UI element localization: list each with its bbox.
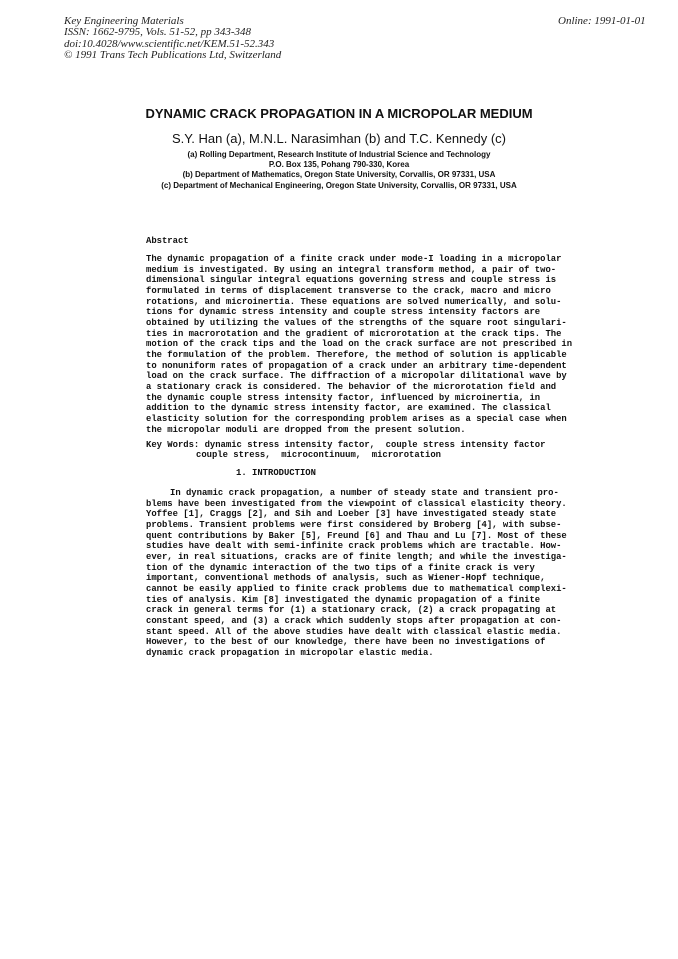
text-line: medium is investigated. By using an integral transform method, a pair of two- — [146, 264, 557, 275]
copyright-line: © 1991 Trans Tech Publications Ltd, Switzerland — [64, 48, 282, 61]
issn-line: ISSN: 1662-9795, Vols. 51-52, pp 343-348 — [64, 26, 251, 39]
affiliation: (c) Department of Mechanical Engineering, Oregon State University, Corvallis, OR 97331, USA — [161, 180, 517, 190]
text-line: obtained by utilizing the values of the strengths of the square root singulari- — [146, 317, 567, 328]
text-line: the formulation of the problem. Therefore, the method of solution is applicable — [146, 349, 567, 360]
text-line: crack in general terms for (1) a stationary crack, (2) a crack propagating at — [146, 605, 557, 616]
text-line: rotations, and microinertia. These equations are solved numerically, and solu- — [146, 296, 562, 307]
text-line: ties in macrorotation and the gradient of microrotation at the crack tips. The — [146, 328, 562, 339]
text-line: blems have been investigated from the viewpoint of classical elasticity theory. — [146, 498, 567, 509]
abstract-heading: Abstract — [146, 236, 189, 246]
introduction-body — [146, 488, 567, 659]
paper-title: DYNAMIC CRACK PROPAGATION IN A MICROPOLAR MEDIUM — [145, 106, 533, 121]
text-line: the micropolar moduli are dropped from the present solution. — [146, 424, 466, 435]
affiliation: (b) Department of Mathematics, Oregon State University, Corvallis, OR 97331, USA — [182, 170, 496, 180]
keywords — [146, 440, 545, 461]
text-line: a stationary crack is considered. The behavior of the microrotation field and — [146, 381, 557, 392]
text-line: to nonuniform rates of propagation of a crack under an arbitrary time-dependent — [146, 360, 567, 371]
text-line: Yoffee [1], Craggs [2], and Sih and Loeber [3] have investigated steady state — [146, 509, 557, 520]
text-line: stant speed. All of the above studies have dealt with classical elastic media. — [146, 626, 562, 637]
text-line: problems. Transient problems were first considered by Broberg [4], with subse- — [146, 519, 562, 530]
text-line: formulated in terms of displacement transverse to the crack, macro and micro — [146, 285, 551, 296]
text-line: In dynamic crack propagation, a number of steady state and transient pro- — [170, 488, 559, 498]
text-line: studies have dealt with semi-infinite crack problems which are tractable. How- — [146, 541, 562, 552]
text-line: the dynamic couple stress intensity factor, influenced by microinertia, in — [146, 392, 541, 403]
journal-name: Key Engineering Materials — [64, 15, 184, 27]
text-line: motion of the crack tips and the load on the crack surface are not prescribed in — [146, 339, 573, 350]
affiliations — [0, 150, 678, 191]
text-line: However, to the best of our knowledge, there have been no investigations of — [146, 637, 546, 648]
text-line: ever, in real situations, cracks are of finite length; and while the investiga- — [146, 551, 567, 562]
text-line: ties of analysis. Kim [8] investigated the dynamic propagation of a finite — [146, 594, 541, 605]
doi-line: doi:10.4028/www.scientific.net/KEM.51-52.343 — [64, 37, 275, 50]
text-line: cannot be easily applied to finite crack problems due to mathematical complexi- — [146, 583, 567, 594]
text-line: The dynamic propagation of a finite crack under mode-I loading in a micropolar — [146, 254, 562, 264]
text-line: constant speed, and (3) a crack which suddenly stops after propagation at con- — [146, 615, 562, 626]
keywords-line: couple stress, microcontinuum, microrotation — [196, 450, 441, 461]
abstract-body — [146, 254, 573, 435]
text-line: tions for dynamic stress intensity and couple stress intensity factors are — [146, 307, 541, 318]
text-line: elasticity solution for the corresponding problem arises as a special case when — [146, 413, 567, 424]
journal-header — [64, 16, 281, 61]
keywords-line: Key Words: dynamic stress intensity factor, couple stress intensity factor — [146, 440, 546, 450]
text-line: quent contributions by Baker [5], Freund [6] and Thau and Lu [7]. Most of these — [146, 530, 567, 541]
text-line: addition to the dynamic stress intensity factor, are examined. The classical — [146, 403, 551, 414]
text-line: dynamic crack propagation in micropolar elastic media. — [146, 647, 434, 658]
section-heading: 1. INTRODUCTION — [236, 468, 316, 478]
affiliation: P.O. Box 135, Pohang 790-330, Korea — [268, 160, 410, 170]
text-line: dimensional singular integral equations governing stress and couple stress is — [146, 275, 557, 286]
authors: S.Y. Han (a), M.N.L. Narasimhan (b) and T.C. Kennedy (c) — [171, 131, 507, 146]
text-line: load on the crack surface. The diffraction of a micropolar dilitational wave by — [146, 371, 567, 382]
affiliation: (a) Rolling Department, Research Institute of Industrial Science and Technology — [187, 150, 491, 159]
text-line: tion of the dynamic interaction of the two tips of a finite crack is very — [146, 562, 535, 573]
online-date: Online: 1991-01-01 — [558, 15, 646, 27]
text-line: important, conventional methods of analysis, such as Wiener-Hopf technique, — [146, 573, 546, 584]
